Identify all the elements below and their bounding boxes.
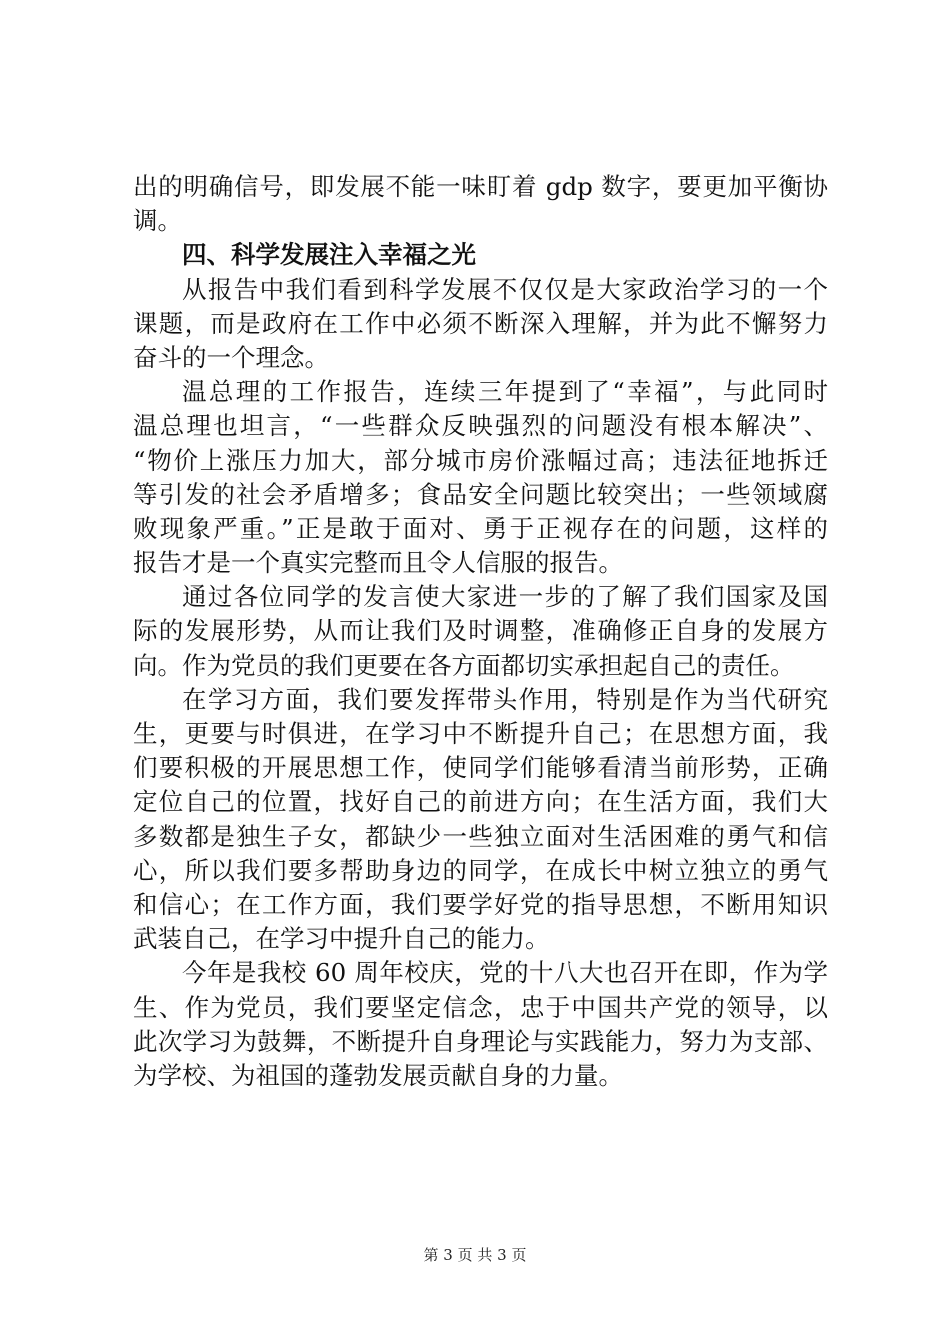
text-line: 和信心；在工作方面，我们要学好党的指导思想，不断用知识 [133, 889, 828, 919]
text-line: 际的发展形势，从而让我们及时调整，准确修正自身的发展方 [133, 616, 828, 646]
text-line: 为学校、为祖国的蓬勃发展贡献自身的力量。 [133, 1060, 623, 1090]
text-line: 今年是我校 60 周年校庆，党的十八大也召开在即，作为学 [182, 958, 828, 988]
text-line: 败现象严重。”正是敢于面对、勇于正视存在的问题，这样的 [133, 513, 828, 543]
text-line: 温总理的工作报告，连续三年提到了“幸福”，与此同时 [182, 377, 828, 407]
page-footer: 第 3 页 共 3 页 [423, 1246, 527, 1264]
text-line: 从报告中我们看到科学发展不仅仅是大家政治学习的一个 [182, 274, 828, 304]
paragraph [133, 683, 828, 957]
paragraph [133, 956, 828, 1093]
text-line: 生、作为党员，我们要坚定信念，忠于中国共产党的领导，以 [133, 992, 828, 1022]
paragraph [133, 170, 828, 238]
text-line: 此次学习为鼓舞，不断提升自身理论与实践能力，努力为支部、 [133, 1026, 828, 1056]
section-heading [133, 238, 828, 272]
text-line: 们要积极的开展思想工作，使同学们能够看清当前形势，正确 [133, 753, 828, 783]
heading-line: 四、科学发展注入幸福之光 [182, 240, 476, 270]
document-body [133, 170, 828, 1093]
text-line: 定位自己的位置，找好自己的前进方向；在生活方面，我们大 [133, 787, 828, 817]
text-line: 奋斗的一个理念。 [133, 342, 329, 372]
text-line: 在学习方面，我们要发挥带头作用，特别是作为当代研究 [182, 684, 828, 714]
text-line: 多数都是独生子女，都缺少一些独立面对生活困难的勇气和信 [133, 821, 828, 851]
text-line: 生，更要与时俱进，在学习中不断提升自己；在思想方面，我 [133, 719, 828, 748]
text-line: 调。 [133, 206, 182, 236]
paragraph [133, 375, 828, 580]
text-line: 通过各位同学的发言使大家进一步的了解了我们国家及国 [182, 582, 828, 612]
text-line: 课题，而是政府在工作中必须不断深入理解，并为此不懈努力 [133, 308, 828, 338]
text-line: 等引发的社会矛盾增多；食品安全问题比较突出；一些领域腐 [133, 479, 828, 509]
text-line: “物价上涨压力加大，部分城市房价涨幅过高；违法征地拆迁 [133, 445, 828, 475]
text-line: 报告才是一个真实完整而且令人信服的报告。 [133, 548, 623, 578]
text-line: 武装自己，在学习中提升自己的能力。 [133, 924, 550, 954]
text-line: 心，所以我们要多帮助身边的同学，在成长中树立独立的勇气 [133, 855, 828, 885]
paragraph [133, 580, 828, 683]
text-line: 出的明确信号，即发展不能一味盯着 gdp 数字，要更加平衡协 [133, 172, 828, 201]
paragraph [133, 273, 828, 376]
text-line: 向。作为党员的我们更要在各方面都切实承担起自己的责任。 [133, 650, 795, 680]
text-line: 温总理也坦言，“一些群众反映强烈的问题没有根本解决”、 [133, 411, 828, 441]
